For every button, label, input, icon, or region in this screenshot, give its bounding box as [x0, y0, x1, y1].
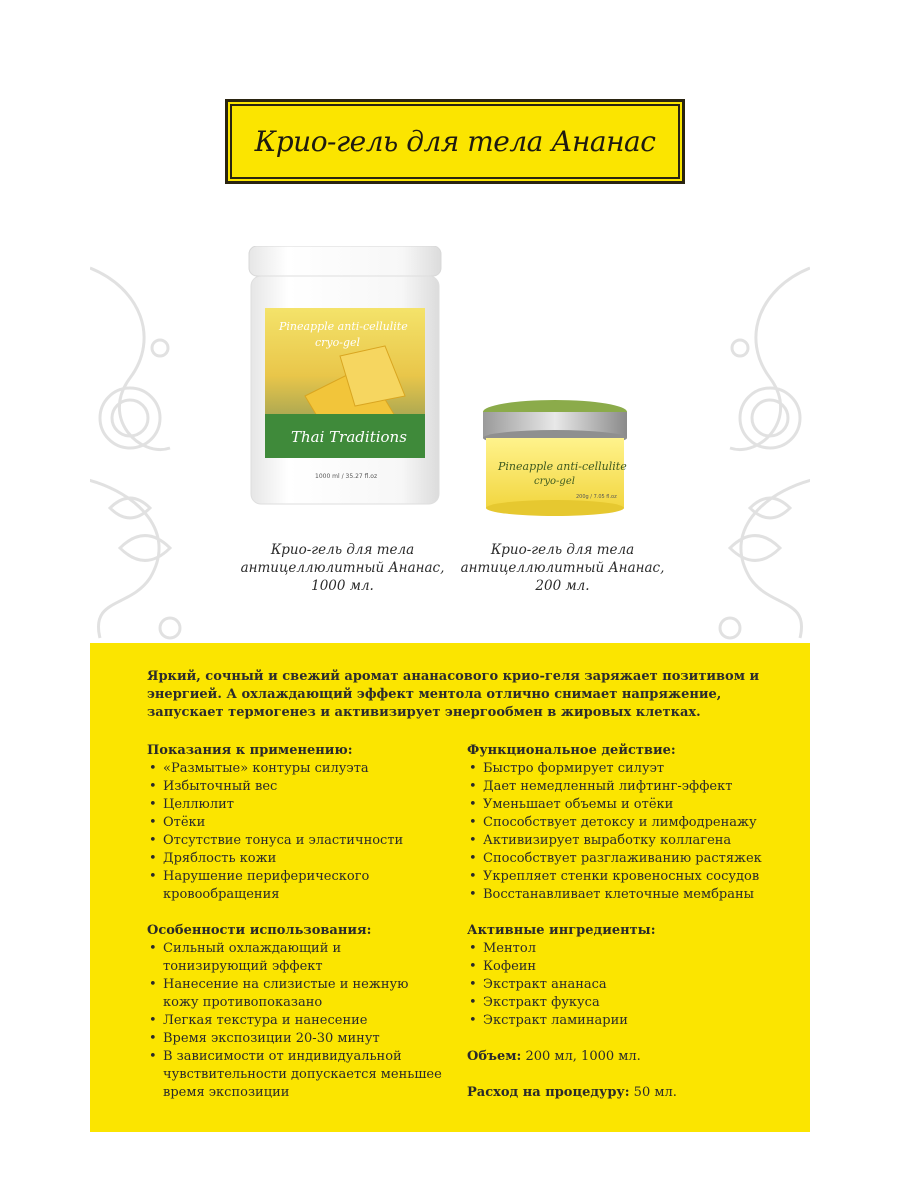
left-column [147, 742, 447, 1120]
jar-big-label-line2: cryo-gel [315, 336, 361, 349]
list-item: • Уменьшает объемы и отёки [467, 796, 767, 814]
list-item: • Укрепляет стенки кровеносных сосудов [467, 868, 767, 886]
jar-small-label-line1: Pineapple anti-cellulite [498, 460, 627, 473]
jar-big-label-line1: Pineapple anti-cellulite [279, 320, 408, 333]
consumption-value: 50 мл. [629, 1085, 677, 1100]
ingredients-heading: Активные ингредиенты: [467, 923, 656, 938]
list-item: • Активизирует выработку коллагена [467, 832, 767, 850]
list-item: • Избыточный вес [147, 778, 447, 796]
caption-200ml [450, 541, 675, 595]
floral-ornament-left [90, 248, 210, 668]
list-item: • Экстракт ананаса [467, 976, 767, 994]
caption-200ml-line: антицеллюлитный Ананас, [460, 560, 665, 576]
product-jar-1000ml [245, 246, 445, 508]
list-item: • Отёки [147, 814, 447, 832]
list-item: • Отсутствие тонуса и эластичности [147, 832, 447, 850]
list-item: • Дряблость кожи [147, 850, 447, 868]
ingredients-list [467, 940, 767, 1030]
page-title: Крио-гель для тела Ананас [254, 125, 656, 158]
consumption-line [467, 1084, 767, 1102]
functional-heading: Функциональное действие: [467, 743, 676, 758]
list-item: • Восстанавливает клеточные мембраны [467, 886, 767, 904]
consumption-label: Расход на процедуру: [467, 1085, 630, 1100]
volume-line [467, 1048, 767, 1066]
list-item: • Экстракт ламинарии [467, 1012, 767, 1030]
caption-200ml-line: Крио-гель для тела [490, 542, 635, 558]
list-item: • Целлюлит [147, 796, 447, 814]
list-item: • Легкая текстура и нанесение [147, 1012, 447, 1030]
list-item: • Способствует разглаживанию растяжек [467, 850, 767, 868]
title-box [230, 104, 680, 179]
features-list [147, 940, 447, 1102]
list-item: • Нанесение на слизистые и нежную кожу противопоказано [147, 976, 447, 1012]
list-item: • Дает немедленный лифтинг-эффект [467, 778, 767, 796]
volume-value: 200 мл, 1000 мл. [521, 1049, 641, 1064]
list-item: • Кофеин [467, 958, 767, 976]
right-column [467, 742, 767, 1120]
volume-label: Объем: [467, 1049, 522, 1064]
caption-200ml-line: 200 мл. [535, 578, 590, 594]
caption-1000ml-line: 1000 мл. [311, 578, 374, 594]
indications-heading: Показания к применению: [147, 743, 353, 758]
functional-list [467, 760, 767, 904]
list-item: • Ментол [467, 940, 767, 958]
caption-1000ml-line: антицеллюлитный Ананас, [240, 560, 445, 576]
indications-list [147, 760, 447, 904]
list-item: • Способствует детоксу и лимфодренажу [467, 814, 767, 832]
features-heading: Особенности использования: [147, 923, 372, 938]
list-item: • Экстракт фукуса [467, 994, 767, 1012]
list-item: • Сильный охлаждающий и тонизирующий эффект [147, 940, 447, 976]
intro-text: Яркий, сочный и свежий аромат ананасового крио-геля заряжает позитивом и энергией. А охлаждающий эффект ментола отлично снимает напряжение, запускает термогенез и активизирует энергообмен в жировых клетках. [147, 669, 760, 720]
list-item: • В зависимости от индивидуальной чувствительности допускается меньшее время экспозиции [147, 1048, 447, 1102]
jar-small-label-line2: cryo-gel [534, 476, 575, 487]
caption-1000ml-line: Крио-гель для тела [270, 542, 415, 558]
info-content [147, 668, 767, 1100]
list-item: • Нарушение периферического кровообращения [147, 868, 447, 904]
product-jar-200ml [480, 398, 630, 518]
jar-big-brand: Thai Traditions [291, 428, 407, 446]
caption-1000ml [230, 541, 455, 595]
floral-ornament-right [690, 248, 810, 668]
list-item: • Время экспозиции 20-30 минут [147, 1030, 447, 1048]
jar-small-volume: 200g / 7.05 fl.oz [576, 494, 617, 500]
list-item: • Быстро формирует силуэт [467, 760, 767, 778]
product-sheet [90, 68, 810, 1132]
list-item: • «Размытые» контуры силуэта [147, 760, 447, 778]
jar-big-volume: 1000 ml / 35.27 fl.oz [315, 473, 378, 480]
